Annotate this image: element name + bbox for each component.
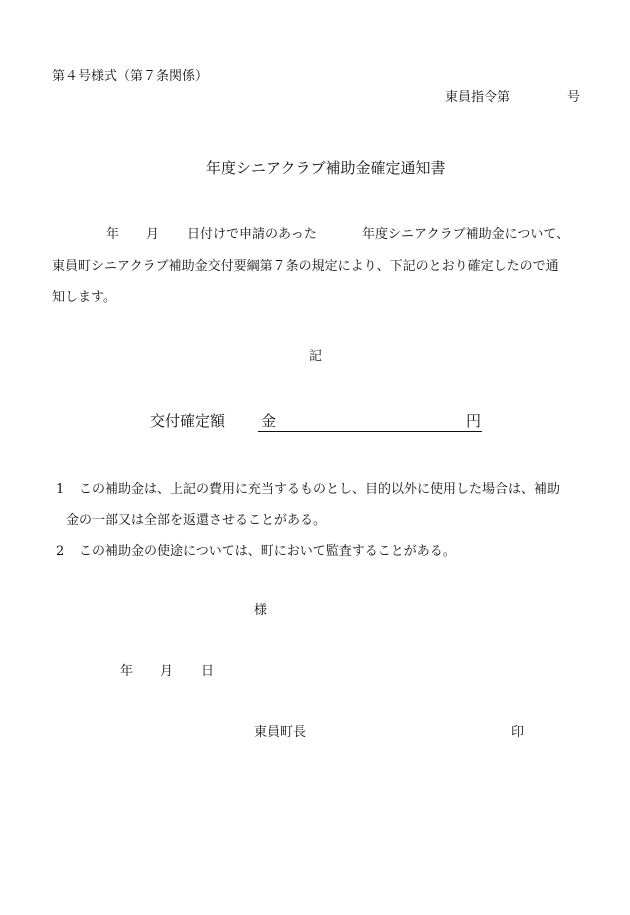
note-1-text: この補助金は、上記の費用に充当するものとし、目的以外に使用した場合は、補助 [79, 482, 561, 497]
note-1-continuation: 金の一部又は全部を返還させることがある。 [66, 513, 327, 528]
date-day: 日 [201, 664, 215, 679]
body-line3: 知します。 [52, 290, 116, 305]
amount-label: 交付確定額 [150, 412, 226, 430]
form-label: 第４号様式（第７条関係） [52, 69, 209, 84]
body-month: 月 [146, 227, 160, 242]
signer-title: 東員町長 [254, 725, 307, 740]
date-month: 月 [160, 664, 174, 679]
note-2-text: この補助金の使途については、町において監査することがある。 [79, 544, 456, 559]
amount-yen: 円 [466, 412, 482, 430]
body-day-text: 日付けで申請のあった [187, 227, 317, 242]
ref-number-prefix: 東員指令第 [445, 90, 511, 105]
document-title: 年度シニアクラブ補助金確定通知書 [206, 159, 446, 177]
ki-heading: 記 [309, 349, 323, 364]
date-year: 年 [120, 664, 134, 679]
ref-number-suffix: 号 [567, 90, 581, 105]
amount-kin: 金 [261, 412, 277, 430]
signer-seal: 印 [511, 725, 525, 740]
body-line2: 東員町シニアクラブ補助金交付要綱第７条の規定により、下記のとおり確定したので通 [52, 259, 559, 274]
body-year: 年 [106, 227, 120, 242]
body-line1-tail: 年度シニアクラブ補助金について、 [362, 227, 570, 242]
note-1-number: 1 [56, 482, 65, 497]
amount-underline [258, 431, 482, 432]
addressee-sama: 様 [254, 603, 268, 618]
note-2-number: 2 [56, 544, 65, 559]
